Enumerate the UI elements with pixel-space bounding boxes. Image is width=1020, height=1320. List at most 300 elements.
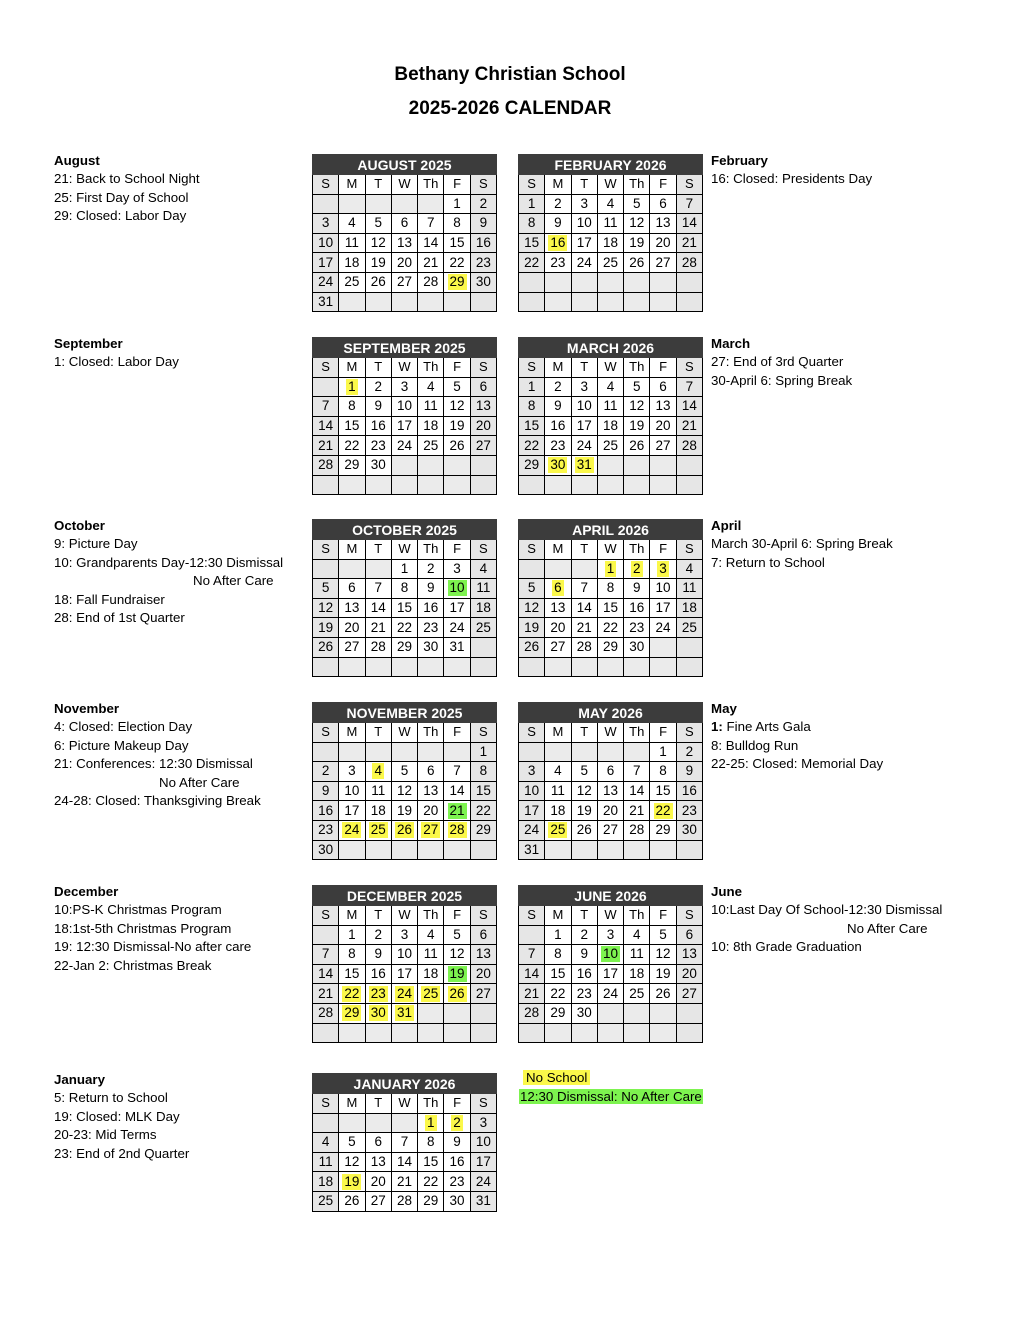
day-cell [418,377,444,397]
day-cell [519,455,545,475]
weekday-header: W [391,540,417,560]
day-cell [339,436,365,456]
day-cell [365,253,391,273]
day-number: 25 [602,437,618,453]
weekday-header: S [519,540,545,560]
day-number: 20 [550,619,566,635]
day-cell-no-school [339,1003,365,1023]
day-number: 14 [318,966,334,982]
notes-april [711,517,893,572]
day-number: 20 [396,254,412,270]
day-cell [597,233,623,253]
empty-day-cell [365,742,391,762]
day-cell [545,984,571,1004]
day-cell [444,233,470,253]
day-number: 15 [655,783,671,799]
day-number: 9 [321,783,330,799]
day-cell [676,559,702,579]
empty-day-cell [624,292,650,312]
day-number: 5 [374,215,382,231]
day-cell-no-school [339,820,365,840]
weekday-header: F [650,175,676,195]
day-number: 25 [629,985,645,1001]
day-cell [365,598,391,618]
note-line: 10: Grandparents Day-12:30 Dismissal [54,554,284,570]
day-number: 3 [348,763,356,779]
day-number: 30 [423,639,439,655]
day-number: 27 [396,274,412,290]
day-cell [597,579,623,599]
empty-day-cell [444,1003,470,1023]
day-cell [597,964,623,984]
day-number: 25 [602,254,618,270]
weekday-header: S [313,175,339,195]
calendar-march-2026 [518,337,703,495]
day-cell [339,618,365,638]
empty-day-cell [418,194,444,214]
day-cell [470,253,496,273]
day-number: 8 [606,580,615,596]
day-number: 22 [449,254,465,270]
note-line: 5: Return to School [54,1090,168,1106]
empty-day-cell [571,559,597,579]
weekday-header: T [571,175,597,195]
day-number: 7 [453,763,461,779]
day-cell [571,762,597,782]
day-cell [571,1003,597,1023]
day-number: 30 [449,1193,465,1209]
day-number: 5 [321,580,330,596]
note-line: 7: Return to School [711,554,825,570]
weekday-header: Th [624,175,650,195]
empty-day-cell [545,840,571,860]
day-number: 11 [603,398,618,414]
day-cell [650,214,676,234]
day-number: 19 [396,802,412,818]
weekday-header: F [650,540,676,560]
empty-day-cell [391,455,417,475]
day-number: 22 [524,437,540,453]
day-cell [391,397,417,417]
day-number: 27 [344,639,360,655]
day-cell [571,194,597,214]
day-cell [444,781,470,801]
day-number: 11 [371,783,386,799]
empty-day-cell [444,1023,470,1043]
empty-day-cell [545,559,571,579]
day-cell-no-school [444,272,470,292]
day-cell [444,618,470,638]
notes-may [711,700,883,774]
day-cell [624,416,650,436]
day-number: 5 [453,926,461,942]
empty-day-cell [519,292,545,312]
day-number: 9 [427,580,435,596]
notes-march [711,335,852,390]
day-cell [365,377,391,397]
day-cell [545,781,571,801]
day-number: 10 [449,580,465,596]
day-cell [470,925,496,945]
day-number: 4 [374,763,382,779]
day-cell [597,436,623,456]
day-cell [470,820,496,840]
weekday-header: S [676,540,702,560]
day-number: 16 [423,600,439,616]
day-number: 19 [629,418,645,434]
empty-day-cell [444,455,470,475]
day-number: 22 [396,619,412,635]
day-cell-no-school [418,1113,444,1133]
empty-day-cell [444,292,470,312]
day-number: 21 [576,619,592,635]
note-line: 18: Fall Fundraiser [54,591,165,607]
empty-day-cell [313,925,339,945]
day-cell [339,964,365,984]
day-cell [418,964,444,984]
empty-day-cell [339,1023,365,1043]
day-number: 5 [348,1134,356,1150]
day-number: 29 [475,822,491,838]
day-number: 2 [685,743,694,759]
weekday-header: S [313,540,339,560]
day-number: 10 [344,783,360,799]
calendar-month-title: DECEMBER 2025 [313,886,497,906]
note-line: March 30-April 6: Spring Break [711,536,893,552]
day-cell [676,377,702,397]
day-number: 7 [321,398,330,414]
day-cell [624,436,650,456]
weekday-header: W [391,906,417,926]
day-cell [676,781,702,801]
day-cell-no-school [339,1172,365,1192]
day-number: 6 [685,926,694,942]
day-cell [391,618,417,638]
weekday-header: S [519,906,545,926]
day-cell [391,598,417,618]
empty-day-cell [470,1023,496,1043]
weekday-header: M [339,1094,365,1114]
day-number: 12 [629,215,645,231]
notes-december [54,883,251,975]
weekday-header: W [597,723,623,743]
day-cell [676,925,702,945]
weekday-header: W [597,175,623,195]
empty-day-cell [597,455,623,475]
weekday-header: M [545,175,571,195]
day-number: 20 [681,966,697,982]
calendar-august-2025 [312,154,497,312]
day-number: 3 [321,215,330,231]
day-number: 27 [475,985,491,1001]
day-cell [571,925,597,945]
empty-day-cell [365,292,391,312]
note-line: 10: 8th Grade Graduation [711,939,862,955]
day-number: 23 [449,1173,465,1189]
day-number: 19 [449,966,465,982]
day-cell [313,1003,339,1023]
day-cell [597,781,623,801]
weekday-header: F [650,723,676,743]
day-number: 28 [576,639,592,655]
empty-day-cell [650,637,676,657]
day-cell [391,214,417,234]
day-number: 12 [344,1154,360,1170]
day-number: 25 [370,822,386,838]
day-number: 23 [475,254,491,270]
day-number: 17 [318,254,334,270]
weekday-header: T [365,358,391,378]
day-cell [444,436,470,456]
day-number: 11 [629,946,644,962]
day-cell [365,1133,391,1153]
empty-day-cell [444,475,470,495]
notes-month-label: March [711,336,751,351]
day-cell [571,820,597,840]
day-number: 4 [348,215,356,231]
day-number: 1 [606,560,615,576]
day-cell [519,377,545,397]
day-cell-no-school [365,762,391,782]
empty-day-cell [391,194,417,214]
day-cell [676,801,702,821]
day-number: 21 [681,418,697,434]
empty-day-cell [418,475,444,495]
day-number: 10 [318,235,334,251]
day-cell [418,1191,444,1211]
day-number: 26 [344,1193,360,1209]
day-cell [519,598,545,618]
day-cell [444,762,470,782]
day-cell [676,579,702,599]
calendar-june-2026 [518,885,703,1043]
day-cell [391,964,417,984]
day-cell [597,925,623,945]
day-cell [624,618,650,638]
day-number: 20 [475,966,491,982]
day-cell [650,925,676,945]
notes-november [54,700,261,810]
day-number: 5 [527,580,536,596]
day-cell [624,598,650,618]
day-cell [391,945,417,965]
day-number: 10 [475,1134,491,1150]
day-cell [313,1191,339,1211]
note-line: 29: Closed: Labor Day [54,208,187,224]
day-cell [365,1152,391,1172]
day-cell [418,397,444,417]
day-number: 10 [524,783,540,799]
day-number: 13 [475,398,491,414]
day-cell [545,377,571,397]
day-number: 6 [659,195,667,211]
day-number: 9 [554,215,562,231]
day-number: 25 [550,822,566,838]
weekday-header: Th [624,906,650,926]
calendar-month-title: SEPTEMBER 2025 [313,338,497,358]
day-cell [313,416,339,436]
empty-day-cell [313,1023,339,1043]
day-number: 29 [449,274,465,290]
day-cell [624,945,650,965]
calendar-month-title: AUGUST 2025 [313,155,497,175]
day-number: 23 [370,985,386,1001]
weekday-header: T [365,175,391,195]
day-cell [650,194,676,214]
day-cell [391,559,417,579]
day-number: 30 [550,457,566,473]
notes-month-label: June [711,884,743,899]
day-cell [444,416,470,436]
day-cell [391,1133,417,1153]
empty-day-cell [650,840,676,860]
day-number: 8 [527,398,536,414]
day-cell [313,945,339,965]
day-number: 23 [550,254,566,270]
day-number: 2 [453,1114,461,1130]
day-cell [365,214,391,234]
day-cell [571,598,597,618]
empty-day-cell [339,475,365,495]
empty-day-cell [624,840,650,860]
day-number: 12 [449,398,465,414]
day-cell [650,964,676,984]
day-number: 2 [427,560,435,576]
empty-day-cell [650,455,676,475]
weekday-header: S [470,358,496,378]
empty-day-cell [676,657,702,677]
day-number: 12 [629,398,645,414]
day-cell [339,762,365,782]
day-cell [597,377,623,397]
day-cell [519,801,545,821]
day-number: 2 [321,763,330,779]
day-cell [391,1152,417,1172]
day-cell [365,1191,391,1211]
day-cell-no-school [650,801,676,821]
day-cell [545,925,571,945]
day-number: 27 [655,437,671,453]
day-number: 6 [606,763,615,779]
notes-june [711,883,942,957]
day-cell [597,801,623,821]
day-number: 30 [370,457,386,473]
weekday-header: F [650,906,676,926]
day-number: 29 [344,1005,360,1021]
day-number: 29 [423,1193,439,1209]
day-cell [571,253,597,273]
note-line: 6: Picture Makeup Day [54,737,189,753]
weekday-header: Th [624,540,650,560]
day-number: 14 [423,235,439,251]
note-line: 21: Conferences: 12:30 Dismissal [54,756,253,772]
day-number: 23 [681,802,697,818]
day-cell [676,598,702,618]
calendar-title: 2025-2026 CALENDAR [408,98,612,119]
day-number: 30 [370,1005,386,1021]
day-cell-no-school [650,559,676,579]
day-cell [339,253,365,273]
day-number: 7 [633,763,641,779]
day-number: 3 [580,378,588,394]
empty-day-cell [313,475,339,495]
day-cell [676,618,702,638]
day-cell [365,436,391,456]
empty-day-cell [418,840,444,860]
day-cell [391,1191,417,1211]
notes-month-label: February [711,153,768,168]
day-number: 6 [659,378,667,394]
weekday-header: M [339,906,365,926]
day-cell [339,233,365,253]
empty-day-cell [519,475,545,495]
day-number: 27 [681,985,697,1001]
day-cell [519,214,545,234]
day-cell [313,1172,339,1192]
day-cell-no-school [418,820,444,840]
day-cell [365,618,391,638]
weekday-header: T [571,540,597,560]
day-number: 11 [476,580,491,596]
day-number: 8 [427,1134,435,1150]
day-number: 27 [370,1193,386,1209]
day-number: 2 [554,195,562,211]
day-number: 16 [550,235,566,251]
day-number: 24 [655,619,671,635]
day-number: 14 [681,398,697,414]
day-number: 7 [685,195,694,211]
day-number: 23 [629,619,645,635]
day-number: 13 [423,783,439,799]
day-cell [418,801,444,821]
day-cell [571,964,597,984]
day-cell [624,925,650,945]
day-cell [676,194,702,214]
day-cell [470,781,496,801]
day-number: 10 [576,215,592,231]
empty-day-cell [519,742,545,762]
day-cell [650,377,676,397]
empty-day-cell [339,840,365,860]
day-number: 1 [479,743,488,759]
weekday-header: S [313,358,339,378]
weekday-header: T [365,540,391,560]
day-number: 12 [396,783,412,799]
day-number: 1 [554,926,562,942]
day-cell [571,801,597,821]
day-cell [597,416,623,436]
day-number: 15 [550,966,566,982]
day-cell [624,781,650,801]
day-number: 29 [602,639,618,655]
day-number: 17 [524,802,540,818]
day-number: 8 [659,763,667,779]
day-number: 15 [475,783,491,799]
day-number: 28 [681,254,697,270]
day-cell [597,397,623,417]
weekday-header: W [391,723,417,743]
day-number: 31 [524,841,540,857]
weekday-header: S [313,1094,339,1114]
day-number: 14 [396,1154,412,1170]
empty-day-cell [313,1113,339,1133]
day-number: 13 [475,946,491,962]
day-cell [391,781,417,801]
empty-day-cell [470,292,496,312]
day-cell [519,984,545,1004]
calendar-may-2026 [518,702,703,860]
empty-day-cell [545,657,571,677]
